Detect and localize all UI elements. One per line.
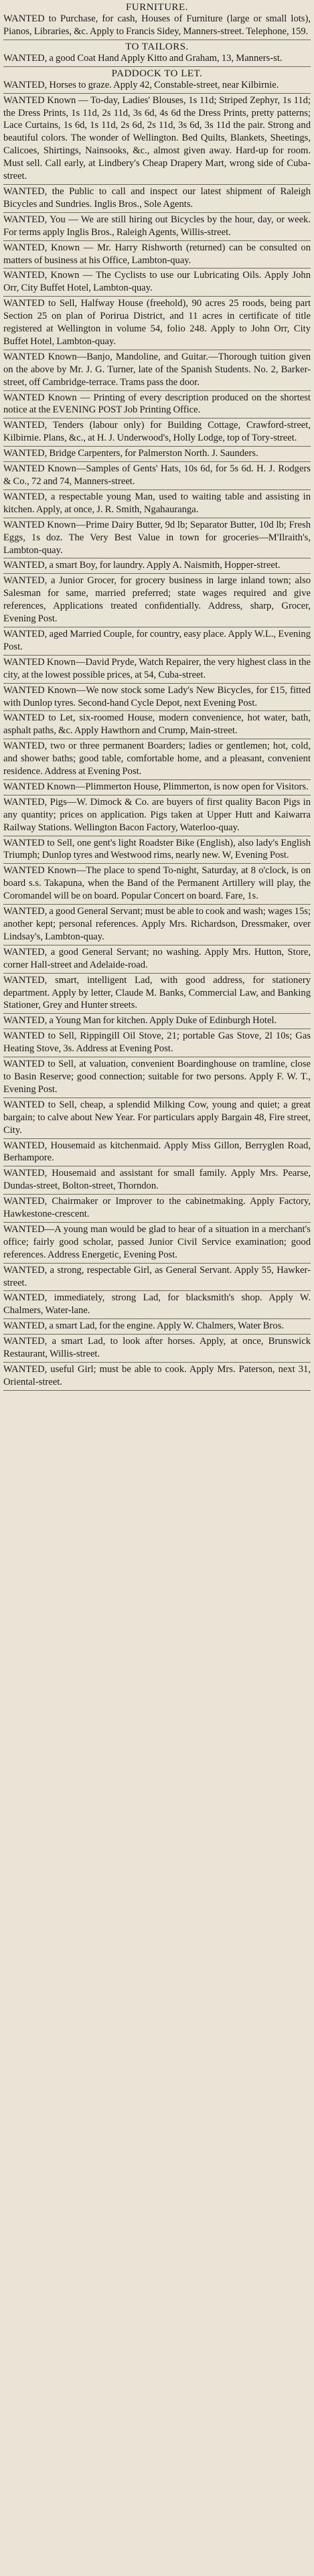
ad-body: WANTED to Sell, one gent's light Roadster Bike (English), also lady's English Triumph; Dunlop tyres and Westwood rims, nearly new. W, Evening Post. — [3, 837, 311, 861]
ad-body: WANTED, a good Coat Hand Apply Kitto and Graham, 13, Manners-st. — [3, 52, 283, 64]
classified-ad — [3, 1, 311, 40]
ad-body: WANTED, a good General Servant; must be able to cook and wash; wages 15s; another kept; personal references. Apply Mrs. Richardson, Dressmaker, over Lindsay's, Lambton-quay. — [3, 906, 311, 942]
ad-body: WANTED, a Young Man for kitchen. Apply Duke of Edinburgh Hotel. — [3, 1015, 277, 1027]
classified-ad — [3, 656, 311, 684]
classified-ad — [3, 447, 311, 462]
classified-ad — [3, 419, 311, 447]
classified-ad — [3, 518, 311, 559]
classified-ad — [3, 1057, 311, 1098]
classified-ad — [3, 462, 311, 490]
classified-ad — [3, 795, 311, 836]
ad-body: WANTED, Pigs—W. Dimock & Co. are buyers of first quality Bacon Pigs in any quantity; prices on application. Pigs taken at Upper Hutt and Kaiwarra Railway Stations. Wellington Bacon Factory, Waterloo-quay. — [3, 796, 311, 833]
classified-ad — [3, 1014, 311, 1029]
classified-ad — [3, 684, 311, 712]
classified-ad — [3, 1291, 311, 1319]
ad-body: WANTED Known—We now stock some Lady's New Bicycles, for £15, fitted with Dunlop tyres. Second-hand Cycle Depot, next Evening Post. — [3, 684, 311, 708]
ad-body: WANTED Known—Banjo, Mandoline, and Guitar.—Thorough tuition given on the above by Mr. J. G. Turner, late of the Spanish Students. No. 2, Barker-street, off Cambridge-terrace. Trams pass the door. — [3, 351, 311, 388]
classified-ad — [3, 241, 311, 269]
classified-ad — [3, 1319, 311, 1335]
classified-ad — [3, 490, 311, 518]
ad-body: WANTED to Sell, cheap, a splendid Milking Cow, young and quiet; a great bargain; to calve about New Year. For particulars apply Bargain 48, Fire street, City. — [3, 1099, 311, 1136]
ad-body: WANTED, a strong, respectable Girl, as General Servant. Apply 55, Hawker-street. — [3, 1264, 311, 1288]
ad-heading: FURNITURE. — [126, 2, 188, 13]
ad-body: WANTED, Horses to graze. Apply 42, Constable-street, near Kilbirnie. — [3, 79, 279, 90]
ad-body: WANTED, You — We are still hiring out Bicycles by the hour, day, or week. For terms apply Inglis Bros., Raleigh Agents, Willis-street. — [3, 214, 311, 238]
ad-body: WANTED, a smart Boy, for laundry. Apply A. Naismith, Hopper-street. — [3, 560, 281, 571]
classified-ad — [3, 739, 311, 780]
ad-body: WANTED, a smart Lad, for the engine. Apply W. Chalmers, Water Bros. — [3, 1320, 285, 1332]
ad-body: WANTED to Purchase, for cash, Houses of Furniture (large or small lots), Pianos, Libraries, &c. Apply to Francis Sidey, Manners-street. Telephone, 159. — [3, 13, 311, 37]
classified-ad — [3, 213, 311, 241]
classified-ad — [3, 269, 311, 297]
ad-body: WANTED Known—Samples of Gents' Hats, 10s 6d, for 5s 6d. H. J. Rodgers & Co., 72 and 74, Manners-street. — [3, 463, 311, 487]
classified-ad — [3, 297, 311, 350]
classified-ad — [3, 558, 311, 574]
classified-ad — [3, 627, 311, 656]
ad-body: WANTED to Sell, Halfway House (freehold), 90 acres 25 roods, being part Section 25 on plan of Porirua District, and 11 acres in certificate of title registered at Wellington in volume 54, folio 248. Apply to John Orr, City Buffet Hotel, Lambton-quay. — [3, 298, 311, 347]
classified-ad — [3, 836, 311, 864]
ad-body: WANTED—A young man would be glad to hear of a situation in a merchant's office; fairly good scholar, passed Junior Civil Service examination; good references. Address Energetic, Evening Post. — [3, 1223, 311, 1260]
ad-body: WANTED, Bridge Carpenters, for Palmerston North. J. Saunders. — [3, 448, 258, 459]
classified-ad — [3, 1098, 311, 1139]
ad-body: WANTED to Sell, Rippingill Oil Stove, 21; portable Gas Stove, 2l 10s; Gas Heating Stove, 3s. Address at Evening Post. — [3, 1031, 311, 1055]
classified-ad — [3, 1335, 311, 1363]
ad-body: WANTED, smart, intelligent Lad, with good address, for stationery department. Apply by letter, Claude M. Banks, Commercial Law, and Banking Stationer, Grey and Hunter streets. — [3, 974, 311, 1011]
classified-ad — [3, 94, 311, 185]
classified-ad — [3, 1029, 311, 1057]
classified-ad — [3, 1223, 311, 1264]
classified-ad — [3, 945, 311, 974]
classified-ad — [3, 1139, 311, 1167]
classified-ad — [3, 864, 311, 905]
ad-body: WANTED, a good General Servant; no washing. Apply Mrs. Hutton, Store, corner Hall-street and Adelaide-road. — [3, 946, 311, 970]
ad-body: WANTED, aged Married Couple, for country, easy place. Apply W.L., Evening Post. — [3, 628, 311, 652]
ad-body: WANTED, immediately, strong Lad, for blacksmith's shop. Apply W. Chalmers, Water-lane. — [3, 1292, 311, 1316]
ad-heading: PADDOCK TO LET. — [111, 68, 203, 79]
ad-body: WANTED, a Junior Grocer, for grocery business in large inland town; also Salesman for same, married preferred; state wages required and give references, Applications treated confidentially. Address, sharp, Grocer, Evening Post. — [3, 575, 311, 625]
ad-body: WANTED, the Public to call and inspect our latest shipment of Raleigh Bicycles and Sundries. Inglis Bros., Sole Agents. — [3, 185, 311, 210]
ad-body: WANTED Known—Prime Dairy Butter, 9d lb; Separator Butter, 10d lb; Fresh Eggs, 1s doz. The Very Best Value in town for groceries—M'Ilraith's, Lambton-quay. — [3, 519, 311, 556]
classified-ad — [3, 974, 311, 1014]
classified-ad — [3, 780, 311, 795]
classified-ad — [3, 574, 311, 627]
ad-heading: TO TAILORS. — [125, 41, 189, 52]
ad-body: WANTED, a smart Lad, to look after horses. Apply, at once, Brunswick Restaurant, Willis-street. — [3, 1336, 311, 1360]
ad-body: WANTED, Chairmaker or Improver to the cabinetmaking. Apply Factory, Hawkestone-crescent. — [3, 1196, 311, 1220]
ad-body: WANTED, Known — Mr. Harry Rishworth (returned) can be consulted on matters of business at his Office, Lambton-quay. — [3, 242, 311, 266]
ad-body: WANTED Known—David Pryde, Watch Repairer, the very highest class in the city, at the lowest possible prices, at 54, Cuba-street. — [3, 656, 311, 680]
ad-body: WANTED, Housemaid as kitchenmaid. Apply Miss Gillon, Berryglen Road, Berhampore. — [3, 1140, 311, 1164]
ad-body: WANTED, two or three permanent Boarders; ladies or gentlemen; hot, cold, and shower baths; good table, comfortable home, and a pleasant, convenient residence. Address at Evening Post. — [3, 741, 311, 777]
ad-body: WANTED, Housemaid and assistant for small family. Apply Mrs. Pearse, Dundas-street, Bolton-street, Thorndon. — [3, 1168, 311, 1192]
classified-ad — [3, 67, 311, 94]
classified-ad — [3, 185, 311, 213]
ad-body: WANTED Known—The place to spend To-night, Saturday, at 8 o'clock, is on board s.s. Takapuna, when the Band of the Permanent Artillery will play, the Coromandel will be on board. Popular Concert on board. Fare, 1s. — [3, 865, 311, 902]
classified-ad — [3, 1166, 311, 1195]
classified-ad — [3, 1195, 311, 1223]
classified-ad — [3, 40, 311, 67]
ad-body: WANTED, a respectable young Man, used to waiting table and assisting in kitchen. Apply, at once, J. R. Smith, Ngahauranga. — [3, 491, 311, 515]
ad-body: WANTED Known—Plimmerton House, Plimmerton, is now open for Visitors. — [3, 781, 309, 792]
ad-body: WANTED to Sell, at valuation, convenient Boardinghouse on tramline, close to Basin Reserve; good connection; suitable for two persons. Apply F. W. T., Evening Post. — [3, 1059, 311, 1095]
ad-body: WANTED Known — To-day, Ladies' Blouses, 1s 11d; Striped Zephyr, 1s 11d; the Dress Prints, 1s 11d, 2s 11d, 3s 6d, 4s 6d the Dress Prints, pretty patterns; Lace Curtains, 1s 6d, 1s 11d, 2s 6d, 2s 11d, 3s 6d, 3s 11d the pair. Strong and beautiful colors. The wonder of Wellington. Bed Quilts, Blankets, Sheetings, Calicoes, Shirtings, Nainsooks, &c., almost given away. Hard-up for room. Must sell. Call early, at Lindbery's Cheap Drapery Mart, wrong side of Cuba-street. — [3, 94, 311, 182]
ad-body: WANTED Known — Printing of every description produced on the shortest notice at the EVENING POST Job Printing Office. — [3, 392, 311, 416]
classified-ad — [3, 1264, 311, 1292]
classified-ad — [3, 711, 311, 739]
ad-body: WANTED, Tenders (labour only) for Building Cottage, Crawford-street, Kilbirnie. Plans, &c., at H. J. Underwood's, Holly Lodge, top of Tory-street. — [3, 420, 311, 444]
ad-body: WANTED, Known — The Cyclists to use our Lubricating Oils. Apply John Orr, City Buffet Hotel, Lambton-quay. — [3, 270, 311, 294]
ad-body: WANTED, useful Girl; must be able to cook. Apply Mrs. Paterson, next 31, Oriental-street. — [3, 1364, 311, 1387]
classified-ad — [3, 350, 311, 391]
ad-body: WANTED to Let, six-roomed House, modern convenience, hot water, bath, asphalt paths, &c. Apply Hawthorn and Crump, Main-street. — [3, 712, 311, 737]
classified-ad — [3, 1363, 311, 1391]
classified-ad — [3, 391, 311, 419]
classified-ad — [3, 905, 311, 945]
